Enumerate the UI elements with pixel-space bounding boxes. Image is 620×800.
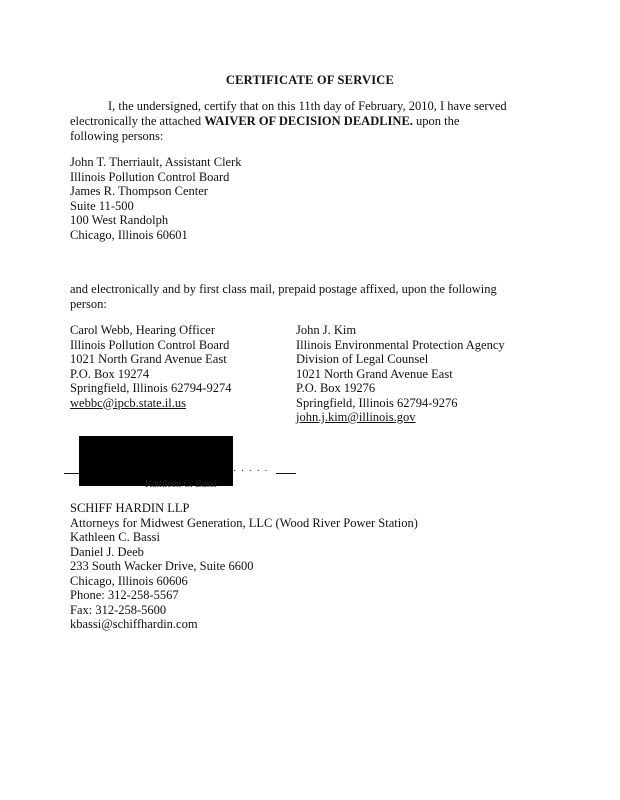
address-line: 100 West Randolph	[70, 213, 169, 227]
address-line: John J. Kim	[296, 323, 357, 337]
signature-line-dots: · · · · ·	[233, 466, 269, 477]
sender-line: Daniel J. Deeb	[70, 544, 144, 559]
address-line: Illinois Pollution Control Board	[70, 169, 230, 184]
address-line: 1021 North Grand Avenue East	[70, 352, 227, 366]
sender-line: Kathleen C. Bassi	[70, 530, 160, 544]
sender-fax: Fax: 312-258-5600	[70, 602, 167, 617]
signature-name-partial: Kathleen C. Bassi	[145, 479, 217, 490]
sender-block	[70, 501, 418, 632]
intro-document-name: WAIVER OF DECISION DEADLINE.	[204, 114, 413, 128]
mail-intro-paragraph: and electronically and by first class mail, prepaid postage affixed, upon the following person:	[70, 282, 497, 311]
address-line: Springfield, Illinois 62794-9276	[296, 395, 458, 410]
sender-email[interactable]: kbassi@schiffhardin.com	[70, 617, 198, 631]
sender-firm: SCHIFF HARDIN LLP	[70, 501, 190, 515]
intro-text-before: I, the undersigned, certify that on this 11th day of February, 2010, I have served electronically the attached	[70, 99, 507, 128]
intro-text-after: upon the following persons:	[70, 114, 460, 143]
address-line: P.O. Box 19274	[70, 366, 150, 381]
sender-phone: Phone: 312-258-5567	[70, 588, 179, 602]
address-line: Illinois Pollution Control Board	[70, 337, 230, 352]
address-line: Springfield, Illinois 62794-9274	[70, 381, 232, 395]
address-line: Chicago, Illinois 60601	[70, 227, 188, 242]
address-line: James R. Thompson Center	[70, 184, 208, 198]
intro-paragraph	[70, 99, 510, 144]
address-line: Division of Legal Counsel	[296, 352, 429, 366]
address-line: John T. Therriault, Assistant Clerk	[70, 155, 242, 169]
signature-line-right	[276, 473, 296, 474]
recipient-left-address	[70, 323, 231, 410]
address-line: P.O. Box 19276	[296, 381, 376, 395]
address-line: Carol Webb, Hearing Officer	[70, 323, 216, 337]
address-line: Suite 11-500	[70, 198, 134, 213]
recipient-right-email[interactable]: john.j.kim@illinois.gov	[296, 410, 416, 424]
signature-line-left	[64, 473, 80, 474]
address-line: Illinois Environmental Protection Agency	[296, 337, 505, 352]
sender-line: Chicago, Illinois 60606	[70, 573, 188, 588]
recipient-primary-address	[70, 155, 242, 242]
recipient-right-address	[296, 323, 505, 425]
address-line: 1021 North Grand Avenue East	[296, 366, 453, 381]
recipient-left-email[interactable]: webbc@ipcb.state.il.us	[70, 395, 186, 410]
sender-line: 233 South Wacker Drive, Suite 6600	[70, 559, 254, 573]
page-title: CERTIFICATE OF SERVICE	[225, 73, 395, 87]
sender-line: Attorneys for Midwest Generation, LLC (Wood River Power Station)	[70, 515, 418, 530]
